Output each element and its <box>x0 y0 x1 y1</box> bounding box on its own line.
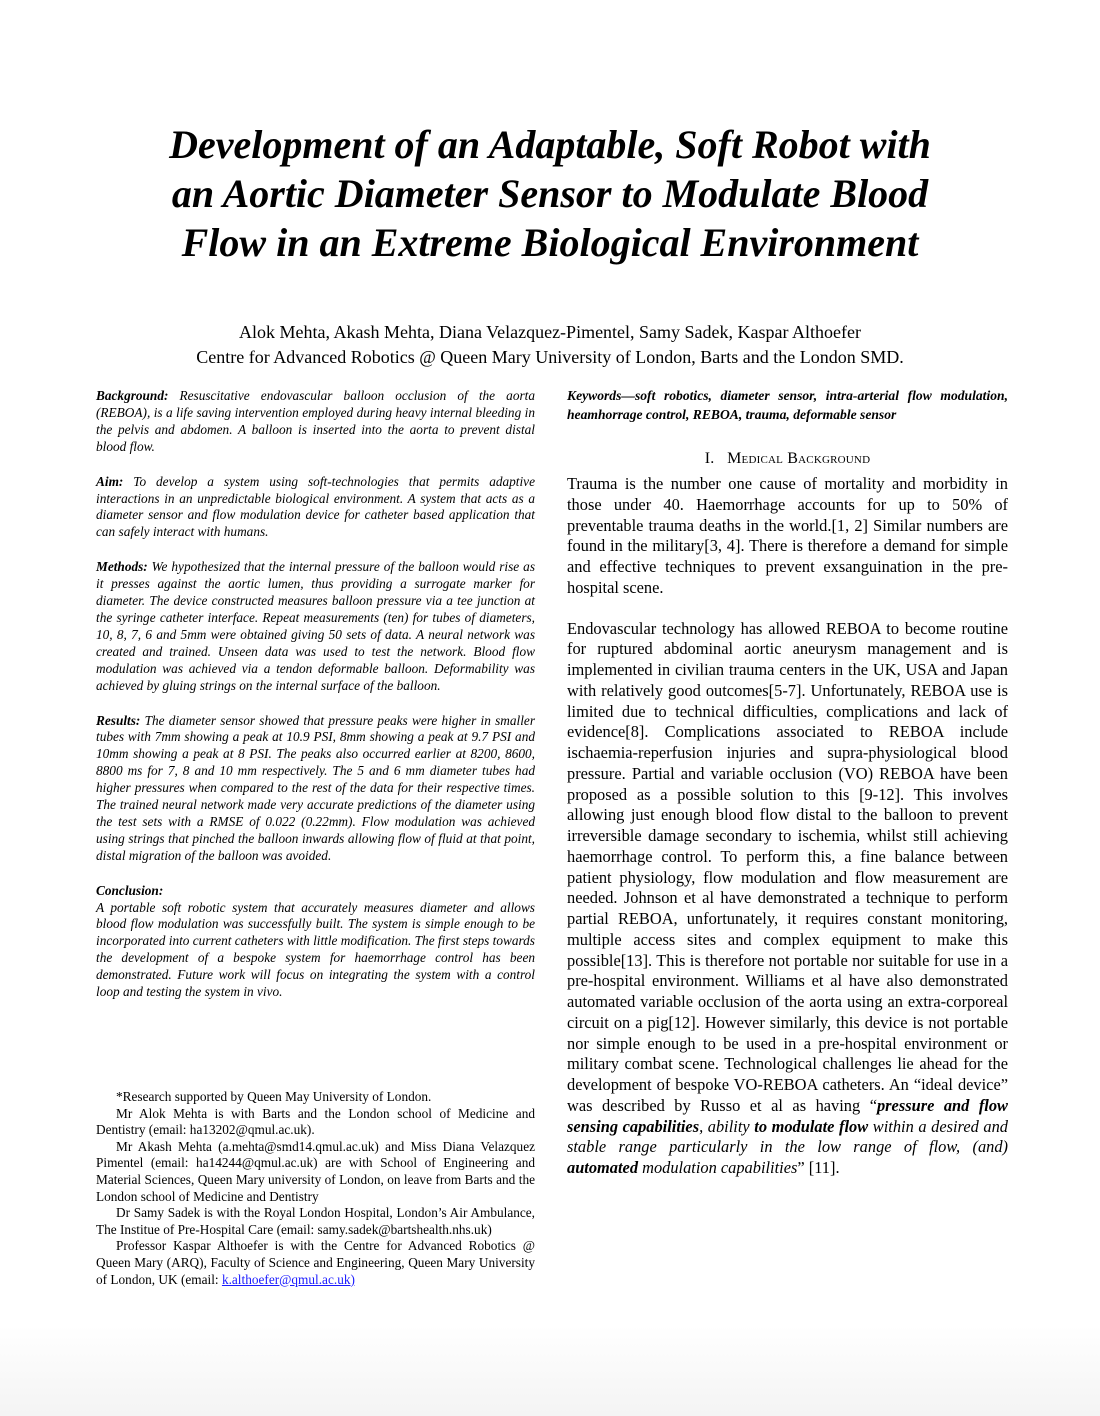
aim-label: Aim: <box>96 473 124 489</box>
results-text: The diameter sensor showed that pressure peaks were higher in smaller tubes with 7mm showing a peak at 10.9 PSI, 8mm showing a peak at 9.7 PSI and 10mm showing a peak at 8 PSI. The peaks also occurred earlier at 8200, 8600, 8800 ms for 7, 8 and 10 mm respectively. The 5 and 6 mm diameter tubes had higher pressures when compared to the rest of the data for their respective times. The trained neural network made very accurate predictions of the diameter using the test sets with a RMSE of 0.022 (0.22mm). Flow modulation was achieved using strings that pinched the balloon inwards allowing flow of fluid at that point, distal migration of the balloon was avoided. <box>96 712 535 863</box>
abstract-conclusion <box>96 883 535 1001</box>
abstract-column <box>96 388 535 1019</box>
paragraph-endovascular-end: ” [11]. <box>797 1158 840 1178</box>
paper-title <box>80 120 1020 267</box>
footnote-kaspar-text: Professor Kaspar Althoefer is with the Centre for Advanced Robotics @ Queen Mary (ARQ), Faculty of Science and Engineering, Queen Mary University of London, UK (email: <box>96 1238 535 1287</box>
email-link[interactable]: k.althoefer@qmul.ac.uk) <box>221 1271 355 1287</box>
aim-text: To develop a system using soft-technologies that permits adaptive interactions in an unpredictable biological environment. A system that acts as a diameter sensor and flow modulation device for catheter based application that can safely interact with humans. <box>96 473 535 540</box>
methods-label: Methods: <box>96 559 148 575</box>
section-number: I. <box>704 450 715 468</box>
author-names: Alok Mehta, Akash Mehta, Diana Velazquez-Pimentel, Samy Sadek, Kaspar Althoefer <box>238 322 861 342</box>
conclusion-text: A portable soft robotic system that accurately measures diameter and allows blood flow modulation was successfully built. The system is simple enough to be incorporated into current catheters with little modification. The first steps towards the development of a bespoke system for haemorrhage control has been demonstrated. Future work will focus on integrating the system with a control loop and testing the system in vivo. <box>96 899 535 1000</box>
quote-modulate: to modulate flow <box>754 1116 869 1136</box>
abstract-results <box>96 713 535 865</box>
footnote-funding: *Research supported by Queen May University of London. <box>116 1089 432 1104</box>
title-line-1: Development of an Adaptable, Soft Robot with <box>169 122 931 167</box>
methods-text: We hypothesized that the internal pressure of the balloon would rise as it presses against the aortic lumen, thus providing a surrogate marker for diameter. The device constructed measures balloon pressure via a tee junction at the syringe catheter interface. Repeat measurements (ten) for tubes of diameters, 10, 8, 7, 6 and 5mm were obtained giving 50 sets of data. A neural network was created and trained. Unseen data was used to test the network. Blood flow modulation was achieved via a tendon deformable balloon. Deformability was achieved by gluing strings on the internal surface of the balloon. <box>96 559 535 693</box>
body-column <box>567 387 1008 1179</box>
results-label: Results: <box>96 712 141 728</box>
background-label: Background: <box>96 388 169 403</box>
footnote-alok: Mr Alok Mehta is with Barts and the London school of Medicine and Dentistry (email: ha13202@qmul.ac.uk). <box>96 1105 535 1138</box>
quote-automated: automated <box>567 1158 639 1178</box>
footnotes <box>96 1089 535 1288</box>
quote-capabilities: modulation capabilities <box>638 1158 798 1178</box>
abstract-background <box>96 388 535 456</box>
footnote-kaspar <box>96 1238 535 1288</box>
abstract-methods <box>96 559 535 694</box>
background-text: Resuscitative endovascular balloon occlusion of the aorta (REBOA), is a life saving intervention employed during heavy internal bleeding in the pelvis and abdomen. A balloon is inserted into the aorta to prevent distal blood flow. <box>96 388 535 454</box>
conclusion-label: Conclusion: <box>96 882 164 898</box>
section-heading <box>567 450 1008 468</box>
quote-range: within a desired and stable range particularly in the low range of flow, (and) <box>567 1116 1008 1157</box>
quote-sensing: pressure and flow sensing capabilities <box>567 1095 1008 1136</box>
author-block <box>80 320 1020 370</box>
quote-ability: , ability <box>699 1116 755 1136</box>
section-title: Medical Background <box>727 450 871 468</box>
footnote-samy: Dr Samy Sadek is with the Royal London Hospital, London’s Air Ambulance, The Institue of Pre-Hospital Care (email: samy.sadek@bartshealth.nhs.uk) <box>96 1205 535 1237</box>
author-affiliation: Centre for Advanced Robotics @ Queen Mary University of London, Barts and the London SMD. <box>196 347 904 367</box>
footnote-akash-diana: Mr Akash Mehta (a.mehta@smd14.qmul.ac.uk) and Miss Diana Velazquez Pimentel (email: ha14244@qmul.ac.uk) are with School of Engineering and Material Sciences, Queen Mary university of London, on leave from Barts and the London school of Medicine and Dentistry <box>96 1138 535 1204</box>
paragraph-endovascular <box>567 619 1008 1179</box>
title-line-3: Flow in an Extreme Biological Environment <box>181 220 919 265</box>
abstract-aim <box>96 474 535 542</box>
bottom-shadow <box>0 1326 1100 1416</box>
keywords: Keywords—soft robotics, diameter sensor, intra-arterial flow modulation, heamhorrage control, REBOA, trauma, deformable sensor <box>567 388 1008 422</box>
paragraph-trauma: Trauma is the number one cause of mortality and morbidity in those under 40. Haemorrhage accounts for up to 50% of preventable trauma deaths in the world.[1, 2] Similar numbers are found in the military[3, 4]. There is therefore a demand for simple and effective techniques to prevent exsanguination in the pre-hospital scene. <box>567 474 1008 597</box>
paragraph-endovascular-text: Endovascular technology has allowed REBOA to become routine for ruptured abdominal aortic aneurysm management and is implemented in civilian trauma centers in the UK, USA and Japan with relatively good outcomes[5-7]. Unfortunately, REBOA use is limited due to technical difficulties, complications and lack of evidence[8]. Complications associated to REBOA include ischaemia-reperfusion injuries and supra-physiological blood pressure. Partial and variable occlusion (VO) REBOA have been proposed as a possible solution to this [9-12]. This involves allowing just enough blood flow distal to the balloon to prevent irreversible damage secondary to ischemia, whilst still achieving haemorrhage control. To perform this, a fine balance between patient physiology, flow modulation and flow measurement are needed. Johnson et al have demonstrated a technique to perform partial REBOA, unfortunately, it requires constant monitoring, multiple access sites and complex equipment to make this possible[13]. This is therefore not portable nor suitable for use in a pre-hospital environment. Williams et al have also demonstrated automated variable occlusion of the aorta using an extra-corporeal circuit on a pig[12]. However similarly, this device is not portable nor simple enough to be used in a pre-hospital environment or military combat scene. Technological challenges lie ahead for the development of bespoke VO-REBOA catheters. An “ideal device” was described by Russo et al as having “ <box>567 618 1008 1115</box>
title-line-2: an Aortic Diameter Sensor to Modulate Blood <box>171 171 929 216</box>
